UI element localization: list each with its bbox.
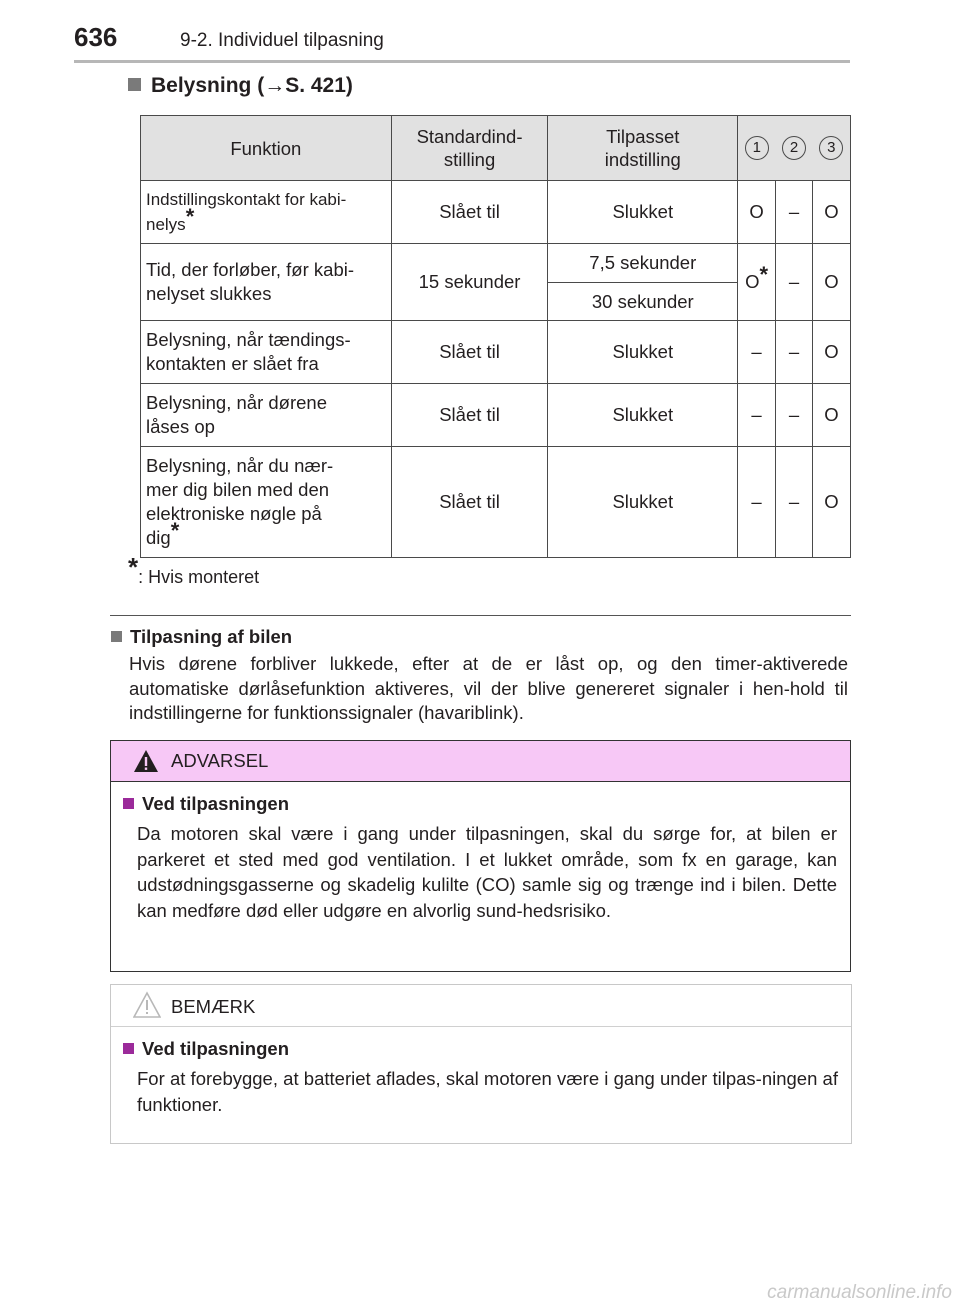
warning-body (111, 782, 850, 923)
row-custom: Slukket (548, 384, 738, 447)
warning-label: ADVARSEL (171, 750, 269, 771)
row-c2: – (776, 447, 813, 558)
notice-box (110, 984, 852, 1144)
notice-body (111, 1027, 851, 1117)
row-function: Tid, der forløber, før kabi- nelyset slukkes (141, 244, 392, 321)
row-c1: – (738, 384, 776, 447)
row-function-text: Indstillingskontakt for kabi- nelys (146, 190, 347, 234)
row-c1: – (738, 321, 776, 384)
row-function (141, 181, 392, 244)
notice-header (111, 985, 851, 1027)
square-bullet-icon (123, 798, 134, 809)
footnote (128, 552, 260, 588)
circle-1-icon: 1 (745, 136, 769, 160)
warning-header (111, 741, 850, 782)
table-row (141, 244, 851, 283)
row-c2: – (776, 384, 813, 447)
row-custom: Slukket (548, 181, 738, 244)
row-c3: O (813, 384, 851, 447)
header-function: Funktion (141, 116, 392, 181)
row-custom-a: 7,5 sekunder (548, 244, 738, 283)
square-bullet-icon (128, 78, 141, 91)
row-c3: O (813, 321, 851, 384)
warning-triangle-icon (133, 749, 159, 778)
notice-title (123, 1037, 839, 1061)
row-custom: Slukket (548, 447, 738, 558)
row-c3: O (813, 447, 851, 558)
watermark: carmanualsonline.info (767, 1282, 952, 1303)
warning-text: Da motoren skal være i gang under tilpasningen, skal du sørge for, at bilen er parkeret et sted med god ventilation. I et lukket område, som fx en garage, kan udstødningsgasserne og skadelig kulilte (CO) samle sig og trænge ind i bilen. Dette kan medføre død eller udgøre en alvorlig sund-hedsrisiko. (137, 823, 837, 921)
table-row (141, 321, 851, 384)
row-c1-text: O (745, 271, 760, 292)
circle-2-icon: 2 (782, 136, 806, 160)
header-default: Standardind- stilling (391, 116, 548, 181)
info-title (111, 625, 848, 649)
row-c1 (738, 244, 776, 321)
square-bullet-icon (111, 631, 122, 642)
row-c3: O (813, 181, 851, 244)
table-header-row (141, 116, 851, 181)
section-title-ref: S. 421) (285, 74, 353, 97)
table-row (141, 384, 851, 447)
arrow-icon: → (264, 74, 286, 97)
info-body: Hvis dørene forbliver lukkede, efter at de er låst op, og den timer-aktiverede automatiske dørlåsefunktion aktiveres, vil der blive genereret signaler i hen-hold til indstillingerne for funktionssignaler (havariblink). (129, 653, 848, 723)
row-c2: – (776, 321, 813, 384)
header-circles (738, 116, 851, 181)
notice-title-text: Ved tilpasningen (142, 1038, 289, 1059)
row-default: 15 sekunder (391, 244, 548, 321)
section-title-text: Belysning ( (151, 74, 265, 97)
info-title-text: Tilpasning af bilen (130, 626, 293, 647)
footnote-text: : Hvis monteret (138, 567, 260, 587)
settings-table (140, 115, 851, 558)
row-default: Slået til (391, 181, 548, 244)
row-c1: O (738, 181, 776, 244)
star-icon: * (128, 552, 139, 582)
row-default: Slået til (391, 321, 548, 384)
star-icon: * (185, 204, 195, 229)
table-row (141, 181, 851, 244)
row-function (141, 447, 392, 558)
row-default: Slået til (391, 384, 548, 447)
star-icon: * (759, 262, 769, 287)
row-c3: O (813, 244, 851, 321)
section-title (128, 74, 353, 98)
divider (110, 615, 851, 616)
row-function: Belysning, når dørene låses op (141, 384, 392, 447)
star-icon: * (170, 518, 180, 543)
row-c2: – (776, 244, 813, 321)
header-custom: Tilpasset indstilling (548, 116, 738, 181)
warning-box (110, 740, 851, 972)
section-header: 9-2. Individuel tilpasning (180, 30, 384, 51)
circle-3-icon: 3 (819, 136, 843, 160)
warning-title-text: Ved tilpasningen (142, 793, 289, 814)
row-c1: – (738, 447, 776, 558)
square-bullet-icon (123, 1043, 134, 1054)
row-function: Belysning, når tændings- kontakten er slået fra (141, 321, 392, 384)
table-row (141, 447, 851, 558)
info-block (111, 625, 848, 726)
row-c2: – (776, 181, 813, 244)
row-default: Slået til (391, 447, 548, 558)
row-custom: Slukket (548, 321, 738, 384)
notice-label: BEMÆRK (171, 996, 256, 1017)
warning-title (123, 792, 838, 816)
notice-text: For at forebygge, at batteriet aflades, skal motoren være i gang under tilpas-ningen af funktioner. (137, 1068, 838, 1115)
page-number: 636 (74, 22, 118, 52)
row-function-text: Belysning, når du nær- mer dig bilen med den elektroniske nøgle på dig (146, 455, 334, 548)
row-custom-b: 30 sekunder (548, 283, 738, 321)
caution-triangle-icon (133, 991, 161, 1024)
header-rule (74, 60, 850, 63)
